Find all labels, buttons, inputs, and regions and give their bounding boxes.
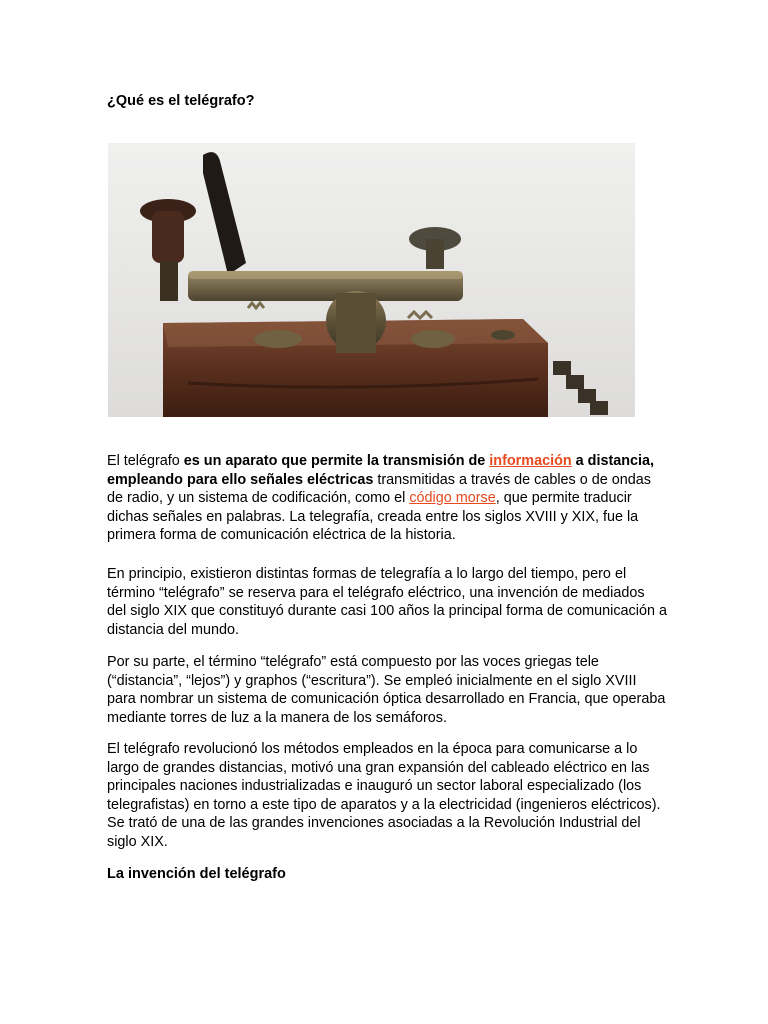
paragraph-1-bold-2: a distancia, empleando para ello señales eléctricas bbox=[107, 453, 655, 488]
paragraph-1-text-2: transmitidas a través de cables o de ondas de radio, y un sistema de codificación, como el bbox=[107, 471, 651, 507]
codigo-morse-link[interactable]: código morse bbox=[409, 490, 496, 507]
paragraph-4: El telégrafo revolucionó los métodos empleados en la época para comunicarse a lo largo de grandes distancias, motivó una gran expansión del cableado eléctrico en las principales naciones industrializadas e inauguró un sector laboral especializado (los telegrafistas) en torno a este tipo de aparatos y a la electricidad (ingenieros eléctricos). Se trató de una de las grandes invenciones asociadas a la Revolución Industrial del siglo XIX. bbox=[107, 741, 661, 850]
paragraph-3: Por su parte, el término “telégrafo” está compuesto por las voces griegas tele (“distancia”, “lejos”) y graphos (“escritura”). Se empleó inicialmente en el siglo XVIII para nombrar un sistema de comunicación óptica desarrollado en Francia, que operaba mediante torres de luz a la manera de los semáforos. bbox=[107, 654, 666, 726]
page-title: ¿Qué es el telégrafo? bbox=[107, 93, 255, 109]
paragraph-1-text-3: , que permite traducir dichas señales en palabras. La telegrafía, creada entre los siglos XVIII y XIX, fue la primera forma de comunicación eléctrica de la historia. bbox=[107, 490, 639, 544]
paragraph-1-text-1: El telégrafo bbox=[107, 453, 184, 469]
informacion-link[interactable]: información bbox=[489, 453, 572, 469]
paragraph-2: En principio, existieron distintas formas de telegrafía a lo largo del tiempo, pero el término “telégrafo” se reserva para el telégrafo eléctrico, una invención de mediados del siglo XIX que constituyó durante casi 100 años la principal forma de comunicación a distancia del mundo. bbox=[107, 566, 667, 638]
section-heading: La invención del telégrafo bbox=[107, 866, 286, 882]
paragraph-1-bold-1: es un aparato que permite la transmisión de bbox=[183, 453, 490, 469]
telegraph-photo bbox=[108, 143, 635, 417]
paragraph-1 bbox=[107, 452, 667, 545]
telegraph-key-illustration bbox=[108, 143, 635, 417]
